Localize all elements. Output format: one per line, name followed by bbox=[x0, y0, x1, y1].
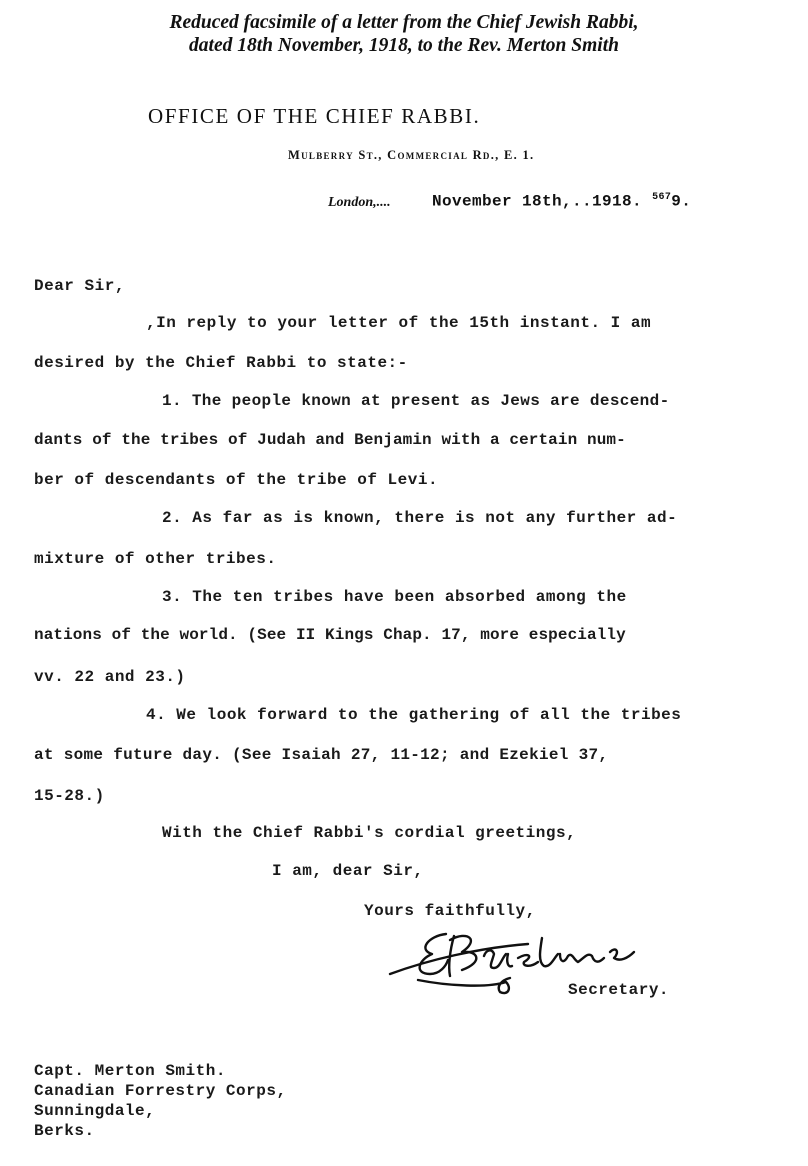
recipient-line: Capt. Merton Smith. bbox=[34, 1062, 226, 1080]
caption-line-1: Reduced facsimile of a letter from the Chief Jewish Rabbi, bbox=[169, 12, 639, 33]
body-line: ,In reply to your letter of the 15th instant. I am bbox=[146, 314, 652, 332]
recipient-line: Canadian Forrestry Corps, bbox=[34, 1082, 287, 1100]
hebrew-year-suffix: 9. bbox=[671, 192, 692, 211]
body-line: nations of the world. (See II Kings Chap. 17, more especially bbox=[34, 626, 626, 644]
recipient-line: Sunningdale, bbox=[34, 1102, 156, 1120]
body-line: mixture of other tribes. bbox=[34, 550, 277, 568]
hebrew-year-prefix: 567 bbox=[652, 192, 672, 203]
caption-line-2: dated 18th November, 1918, to the Rev. Merton Smith bbox=[189, 35, 619, 56]
body-line: 3. The ten tribes have been absorbed among the bbox=[162, 588, 627, 606]
body-line: desired by the Chief Rabbi to state:- bbox=[34, 354, 408, 372]
letter-date bbox=[432, 192, 691, 210]
salutation: Dear Sir, bbox=[34, 277, 125, 295]
letter-place: London,.... bbox=[328, 195, 391, 210]
body-line: ber of descendants of the tribe of Levi. bbox=[34, 471, 439, 489]
body-line: at some future day. (See Isaiah 27, 11-12; and Ezekiel 37, bbox=[34, 746, 609, 764]
office-heading: OFFICE OF THE CHIEF RABBI. bbox=[148, 104, 481, 128]
body-line: 2. As far as is known, there is not any further ad- bbox=[162, 509, 678, 527]
signature-role: Secretary. bbox=[568, 981, 670, 999]
date-text: November 18th,..1918. bbox=[432, 192, 643, 211]
body-line: 1. The people known at present as Jews are descend- bbox=[162, 392, 670, 410]
recipient-line: Berks. bbox=[34, 1122, 95, 1140]
closing-greeting: With the Chief Rabbi's cordial greetings, bbox=[162, 824, 577, 842]
office-address: Mulberry St., Commercial Rd., E. 1. bbox=[288, 148, 535, 162]
body-line: dants of the tribes of Judah and Benjamin with a certain num- bbox=[34, 431, 626, 449]
closing-yours: Yours faithfully, bbox=[364, 902, 536, 920]
body-line: 15-28.) bbox=[34, 787, 105, 805]
body-line: vv. 22 and 23.) bbox=[34, 668, 186, 686]
closing-line: I am, dear Sir, bbox=[272, 862, 424, 880]
body-line: 4. We look forward to the gathering of all the tribes bbox=[146, 706, 682, 724]
